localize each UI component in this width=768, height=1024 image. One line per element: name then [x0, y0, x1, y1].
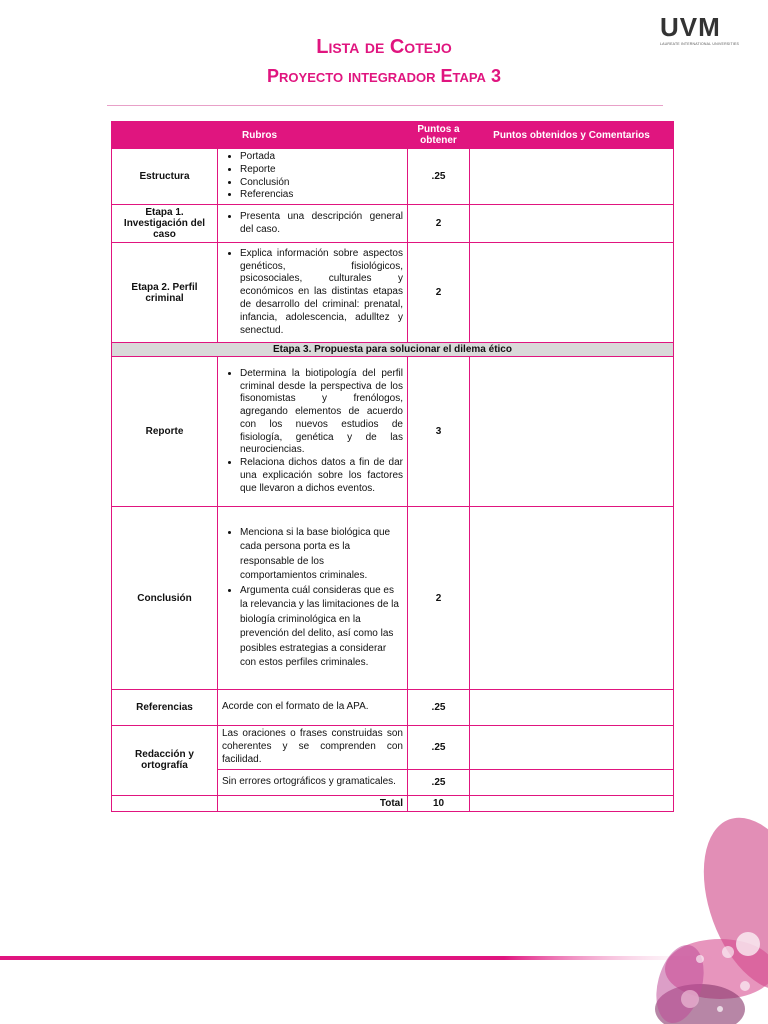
- rubric-table: [111, 121, 674, 812]
- criterion-cell: Estructura: [112, 149, 218, 205]
- list-item: • Reporte: [240, 164, 403, 177]
- total-label: Total: [218, 795, 408, 811]
- comments-cell: [470, 149, 674, 205]
- criterion-cell: Reporte: [112, 357, 218, 507]
- description-cell: [218, 205, 408, 243]
- points-cell: .25: [408, 726, 470, 769]
- decorative-bar: [0, 956, 720, 960]
- decorative-flower-graphic: [0, 794, 768, 1024]
- points-cell: 2: [408, 243, 470, 343]
- list-item: • Argumenta cuál consideras que es la relevancia y las limitaciones de la biología criminológica en la prevención del delito, así como las posibles estrategias a considerar con estos perfiles criminales.: [240, 584, 403, 671]
- list-item: • Menciona si la base biológica que cada persona porta es la responsable de los comportamientos criminales.: [240, 526, 403, 584]
- table-header-row: [112, 122, 674, 149]
- criterion-cell: Conclusión: [112, 507, 218, 690]
- list-item: • Conclusión: [240, 177, 403, 190]
- logo-brand: UVM: [660, 12, 721, 42]
- comments-cell: [470, 726, 674, 769]
- criterion-cell: Etapa 1. Investigación del caso: [112, 205, 218, 243]
- points-cell: 3: [408, 357, 470, 507]
- points-cell: 2: [408, 205, 470, 243]
- points-cell: .25: [408, 690, 470, 726]
- document-title: Lista de Cotejo: [316, 36, 452, 58]
- criterion-cell: Redacción y ortografía: [112, 726, 218, 795]
- total-value: 10: [408, 795, 470, 811]
- list-item: • Referencias: [240, 189, 403, 202]
- points-cell: .25: [408, 149, 470, 205]
- table-row: [112, 690, 674, 726]
- table-row: [112, 243, 674, 343]
- description-cell: [218, 357, 408, 507]
- list-item: • Relaciona dichos datos a fin de dar una explicación sobre los factores que llevaron a dichos eventos.: [240, 457, 403, 495]
- header-comentarios: Puntos obtenidos y Comentarios: [470, 122, 674, 149]
- list-item: • Determina la biotipología del perfil criminal desde la perspectiva de los fisonomistas y frenólogos, agregando elementos de acuerdo con los nuevos estudios de fisiología, genética y de las neurociencias.: [240, 368, 403, 458]
- description-cell: Las oraciones o frases construidas son coherentes y se comprenden con facilidad.: [218, 726, 408, 769]
- description-cell: Acorde con el formato de la APA.: [218, 690, 408, 726]
- description-cell: Sin errores ortográficos y gramaticales.: [218, 769, 408, 795]
- description-cell: [218, 243, 408, 343]
- comments-cell: [470, 357, 674, 507]
- points-cell: .25: [408, 769, 470, 795]
- title-divider: [107, 105, 663, 106]
- table-row: [112, 507, 674, 690]
- table-row: [112, 149, 674, 205]
- description-cell: [218, 149, 408, 205]
- list-item: • Portada: [240, 151, 403, 164]
- description-cell: [218, 507, 408, 690]
- table-row: [112, 726, 674, 769]
- header-rubros: Rubros: [112, 122, 408, 149]
- table-row: [112, 357, 674, 507]
- comments-cell: [470, 769, 674, 795]
- stage3-header-row: [112, 343, 674, 357]
- criterion-cell: Referencias: [112, 690, 218, 726]
- list-item: • Presenta una descripción general del caso.: [240, 211, 403, 237]
- header-puntos: Puntos a obtener: [408, 122, 470, 149]
- table-row: [112, 205, 674, 243]
- decorative-petals: [648, 802, 768, 1024]
- comments-cell: [470, 690, 674, 726]
- criterion-cell: Etapa 2. Perfil criminal: [112, 243, 218, 343]
- list-item: • Explica información sobre aspectos genéticos, fisiológicos, psicosociales, culturales y económicos en las distintas etapas de desarrollo del criminal: prenatal, infancia, adolescencia, adulltez y senectud.: [240, 248, 403, 338]
- comments-cell: [470, 243, 674, 343]
- document-subtitle: Proyecto integrador Etapa 3: [267, 66, 501, 86]
- comments-cell: [470, 507, 674, 690]
- comments-cell: [470, 205, 674, 243]
- points-cell: 2: [408, 507, 470, 690]
- stage3-header: Etapa 3. Propuesta para solucionar el dilema ético: [112, 343, 674, 357]
- logo-tagline: LAUREATE INTERNATIONAL UNIVERSITIES: [660, 42, 740, 46]
